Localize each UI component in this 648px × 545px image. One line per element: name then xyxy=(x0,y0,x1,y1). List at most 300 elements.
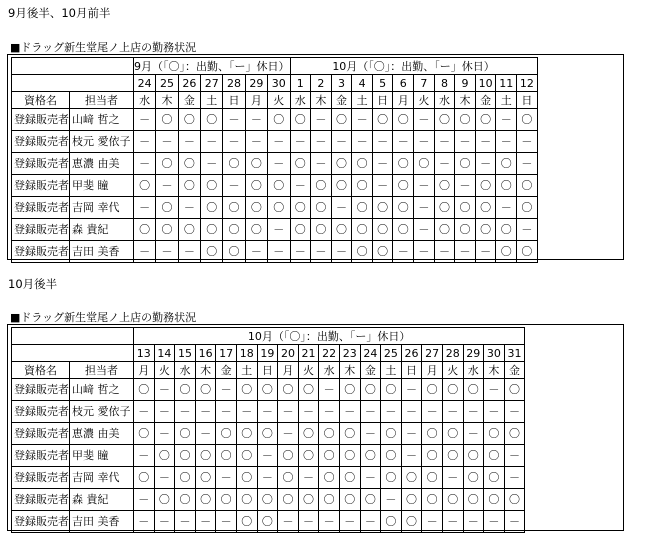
attendance-mark: 〇 xyxy=(372,197,393,219)
qualification-cell: 登録販売者 xyxy=(12,379,70,401)
person-cell: 恵濃 由美 xyxy=(70,153,134,175)
weekday: 土 xyxy=(496,92,517,109)
table-row xyxy=(12,379,525,401)
attendance-mark: 〇 xyxy=(278,445,299,467)
attendance-mark: 〇 xyxy=(475,175,496,197)
day-number: 3 xyxy=(331,75,352,92)
weekday-row xyxy=(12,92,538,109)
attendance-mark: － xyxy=(504,511,525,533)
attendance-mark: － xyxy=(134,153,156,175)
attendance-mark: － xyxy=(422,511,443,533)
attendance-mark: 〇 xyxy=(484,445,505,467)
attendance-mark: － xyxy=(475,153,496,175)
day-number: 24 xyxy=(134,75,156,92)
attendance-mark: － xyxy=(475,241,496,263)
schedule-table-2 xyxy=(11,327,525,533)
attendance-mark: 〇 xyxy=(201,109,223,131)
attendance-mark: － xyxy=(134,109,156,131)
attendance-mark: 〇 xyxy=(517,109,538,131)
attendance-mark: － xyxy=(156,175,178,197)
attendance-mark: － xyxy=(134,401,155,423)
attendance-mark: － xyxy=(442,467,463,489)
weekday: 水 xyxy=(463,362,484,379)
attendance-mark: 〇 xyxy=(475,109,496,131)
weekday: 金 xyxy=(331,92,352,109)
attendance-mark: 〇 xyxy=(154,489,175,511)
weekday-row xyxy=(12,362,525,379)
attendance-mark: － xyxy=(154,467,175,489)
qualification-cell: 登録販売者 xyxy=(12,109,70,131)
attendance-mark: 〇 xyxy=(496,153,517,175)
attendance-mark: 〇 xyxy=(381,445,402,467)
day-number: 25 xyxy=(156,75,178,92)
attendance-mark: － xyxy=(178,241,200,263)
day-number: 28 xyxy=(223,75,245,92)
weekday: 木 xyxy=(455,92,476,109)
attendance-mark: 〇 xyxy=(517,197,538,219)
attendance-mark: 〇 xyxy=(298,489,319,511)
attendance-mark: 〇 xyxy=(175,445,196,467)
day-number: 30 xyxy=(484,345,505,362)
person-cell: 枝元 愛依子 xyxy=(70,131,134,153)
attendance-mark: － xyxy=(178,131,200,153)
day-number: 22 xyxy=(319,345,340,362)
weekday: 水 xyxy=(134,92,156,109)
person-cell: 森 貴紀 xyxy=(70,219,134,241)
attendance-mark: － xyxy=(496,197,517,219)
attendance-mark: 〇 xyxy=(245,219,267,241)
attendance-mark: － xyxy=(381,401,402,423)
day-number: 21 xyxy=(298,345,319,362)
attendance-mark: － xyxy=(298,467,319,489)
attendance-mark: 〇 xyxy=(434,175,455,197)
month-header-spacer xyxy=(12,58,134,75)
attendance-mark: － xyxy=(216,401,237,423)
attendance-mark: 〇 xyxy=(422,379,443,401)
attendance-mark: 〇 xyxy=(360,379,381,401)
attendance-mark: 〇 xyxy=(195,379,216,401)
attendance-mark: 〇 xyxy=(401,489,422,511)
attendance-mark: － xyxy=(216,511,237,533)
weekday: 土 xyxy=(381,362,402,379)
day-number: 7 xyxy=(414,75,435,92)
table-row xyxy=(12,445,525,467)
qualification-cell: 登録販売者 xyxy=(12,445,70,467)
attendance-mark: 〇 xyxy=(422,423,443,445)
attendance-mark: 〇 xyxy=(175,489,196,511)
person-cell: 森 貴紀 xyxy=(70,489,134,511)
attendance-mark: － xyxy=(195,401,216,423)
attendance-mark: － xyxy=(442,401,463,423)
attendance-mark: 〇 xyxy=(504,489,525,511)
person-cell: 甲斐 瞳 xyxy=(70,175,134,197)
attendance-mark: 〇 xyxy=(201,197,223,219)
attendance-mark: 〇 xyxy=(195,467,216,489)
qualification-cell: 登録販売者 xyxy=(12,153,70,175)
attendance-mark: 〇 xyxy=(216,445,237,467)
weekday: 土 xyxy=(201,92,223,109)
attendance-mark: 〇 xyxy=(422,445,443,467)
attendance-mark: － xyxy=(352,131,373,153)
day-number: 26 xyxy=(401,345,422,362)
attendance-mark: － xyxy=(154,401,175,423)
attendance-mark: 〇 xyxy=(484,423,505,445)
attendance-mark: － xyxy=(331,131,352,153)
day-number: 17 xyxy=(216,345,237,362)
attendance-mark: － xyxy=(319,511,340,533)
weekday: 日 xyxy=(223,92,245,109)
person-header: 担当者 xyxy=(70,92,134,109)
day-number: 29 xyxy=(463,345,484,362)
attendance-mark: 〇 xyxy=(393,109,414,131)
day-number: 11 xyxy=(496,75,517,92)
person-cell: 甲斐 瞳 xyxy=(70,445,134,467)
attendance-mark: 〇 xyxy=(496,175,517,197)
attendance-mark: － xyxy=(257,445,278,467)
attendance-mark: 〇 xyxy=(175,423,196,445)
attendance-mark: － xyxy=(352,109,373,131)
day-number: 14 xyxy=(154,345,175,362)
attendance-mark: － xyxy=(134,241,156,263)
table-row xyxy=(12,401,525,423)
attendance-mark: － xyxy=(360,467,381,489)
attendance-mark: － xyxy=(175,511,196,533)
qualification-cell: 登録販売者 xyxy=(12,467,70,489)
weekday: 火 xyxy=(154,362,175,379)
day-number: 13 xyxy=(134,345,155,362)
attendance-mark: － xyxy=(311,109,332,131)
attendance-mark: － xyxy=(434,131,455,153)
attendance-mark: － xyxy=(414,175,435,197)
weekday: 火 xyxy=(268,92,290,109)
weekday: 金 xyxy=(216,362,237,379)
day-number: 12 xyxy=(517,75,538,92)
attendance-mark: － xyxy=(245,131,267,153)
attendance-mark: － xyxy=(290,175,311,197)
attendance-mark: － xyxy=(504,445,525,467)
attendance-mark: 〇 xyxy=(236,445,257,467)
attendance-mark: 〇 xyxy=(442,423,463,445)
table-row xyxy=(12,109,538,131)
attendance-mark: 〇 xyxy=(381,423,402,445)
attendance-mark: － xyxy=(311,241,332,263)
weekday: 金 xyxy=(475,92,496,109)
attendance-mark: － xyxy=(372,175,393,197)
attendance-mark: 〇 xyxy=(504,379,525,401)
attendance-mark: － xyxy=(236,401,257,423)
day-number: 6 xyxy=(393,75,414,92)
attendance-mark: 〇 xyxy=(372,241,393,263)
attendance-mark: 〇 xyxy=(223,153,245,175)
weekday: 金 xyxy=(504,362,525,379)
attendance-mark: 〇 xyxy=(201,175,223,197)
day-number: 29 xyxy=(245,75,267,92)
weekday: 月 xyxy=(134,362,155,379)
attendance-mark: － xyxy=(245,109,267,131)
weekday: 月 xyxy=(422,362,443,379)
day-number: 20 xyxy=(278,345,299,362)
day-number: 27 xyxy=(201,75,223,92)
attendance-mark: － xyxy=(442,511,463,533)
attendance-mark: 〇 xyxy=(381,467,402,489)
attendance-mark: － xyxy=(496,131,517,153)
attendance-mark: 〇 xyxy=(257,423,278,445)
attendance-mark: 〇 xyxy=(331,175,352,197)
day-number: 8 xyxy=(434,75,455,92)
attendance-mark: － xyxy=(401,423,422,445)
attendance-mark: － xyxy=(154,423,175,445)
attendance-mark: － xyxy=(245,241,267,263)
attendance-mark: － xyxy=(339,401,360,423)
attendance-mark: － xyxy=(496,109,517,131)
attendance-mark: 〇 xyxy=(463,379,484,401)
attendance-mark: － xyxy=(278,423,299,445)
attendance-mark: － xyxy=(223,175,245,197)
attendance-mark: 〇 xyxy=(455,109,476,131)
attendance-mark: 〇 xyxy=(298,445,319,467)
attendance-mark: － xyxy=(319,379,340,401)
attendance-mark: 〇 xyxy=(278,489,299,511)
day-number: 9 xyxy=(455,75,476,92)
attendance-mark: － xyxy=(134,131,156,153)
attendance-mark: 〇 xyxy=(319,489,340,511)
attendance-mark: － xyxy=(434,153,455,175)
attendance-mark: － xyxy=(504,467,525,489)
table-row xyxy=(12,467,525,489)
table-row xyxy=(12,175,538,197)
attendance-mark: 〇 xyxy=(339,489,360,511)
attendance-mark: － xyxy=(339,511,360,533)
attendance-mark: － xyxy=(257,467,278,489)
attendance-mark: 〇 xyxy=(475,219,496,241)
attendance-mark: 〇 xyxy=(504,423,525,445)
section2-heading: 10月後半 xyxy=(8,277,58,291)
attendance-mark: － xyxy=(175,401,196,423)
attendance-mark: 〇 xyxy=(372,109,393,131)
weekday: 月 xyxy=(278,362,299,379)
attendance-mark: 〇 xyxy=(360,489,381,511)
weekday: 木 xyxy=(311,92,332,109)
attendance-mark: 〇 xyxy=(442,489,463,511)
attendance-mark: － xyxy=(278,511,299,533)
attendance-mark: － xyxy=(484,379,505,401)
attendance-mark: － xyxy=(414,219,435,241)
attendance-mark: 〇 xyxy=(298,379,319,401)
attendance-mark: 〇 xyxy=(223,219,245,241)
attendance-mark: 〇 xyxy=(268,175,290,197)
attendance-mark: 〇 xyxy=(236,489,257,511)
day-number: 27 xyxy=(422,345,443,362)
qualification-cell: 登録販売者 xyxy=(12,197,70,219)
attendance-mark: 〇 xyxy=(434,197,455,219)
attendance-mark: － xyxy=(195,511,216,533)
day-number-spacer xyxy=(12,75,134,92)
table-row xyxy=(12,241,538,263)
attendance-mark: － xyxy=(517,153,538,175)
attendance-mark: 〇 xyxy=(517,175,538,197)
day-number: 31 xyxy=(504,345,525,362)
attendance-mark: 〇 xyxy=(257,511,278,533)
attendance-mark: － xyxy=(290,131,311,153)
day-number: 2 xyxy=(311,75,332,92)
section1-heading: 9月後半、10月前半 xyxy=(8,6,111,20)
attendance-mark: 〇 xyxy=(393,153,414,175)
attendance-mark: 〇 xyxy=(268,109,290,131)
attendance-mark: 〇 xyxy=(352,197,373,219)
attendance-mark: 〇 xyxy=(360,445,381,467)
attendance-mark: 〇 xyxy=(422,489,443,511)
weekday: 木 xyxy=(156,92,178,109)
attendance-mark: 〇 xyxy=(290,219,311,241)
attendance-mark: － xyxy=(257,401,278,423)
attendance-mark: － xyxy=(298,511,319,533)
attendance-mark: 〇 xyxy=(156,219,178,241)
attendance-mark: 〇 xyxy=(475,197,496,219)
weekday: 火 xyxy=(442,362,463,379)
attendance-mark: － xyxy=(414,197,435,219)
person-cell: 吉田 美香 xyxy=(70,511,134,533)
attendance-mark: 〇 xyxy=(245,153,267,175)
attendance-mark: 〇 xyxy=(484,467,505,489)
attendance-mark: － xyxy=(156,131,178,153)
attendance-mark: 〇 xyxy=(455,153,476,175)
attendance-mark: 〇 xyxy=(216,489,237,511)
month-header-row xyxy=(12,328,525,345)
attendance-mark: 〇 xyxy=(414,153,435,175)
attendance-mark: 〇 xyxy=(401,511,422,533)
attendance-mark: － xyxy=(401,445,422,467)
weekday: 日 xyxy=(401,362,422,379)
qualification-cell: 登録販売者 xyxy=(12,219,70,241)
attendance-mark: － xyxy=(463,423,484,445)
attendance-mark: 〇 xyxy=(178,219,200,241)
attendance-mark: 〇 xyxy=(422,467,443,489)
attendance-mark: － xyxy=(517,131,538,153)
qualification-header: 資格名 xyxy=(12,92,70,109)
attendance-mark: 〇 xyxy=(236,467,257,489)
day-number: 28 xyxy=(442,345,463,362)
attendance-mark: 〇 xyxy=(311,197,332,219)
month-header: 10月（「〇」：出勤、「ー」休日） xyxy=(134,328,525,345)
attendance-mark: 〇 xyxy=(278,379,299,401)
attendance-mark: 〇 xyxy=(311,175,332,197)
attendance-mark: － xyxy=(455,241,476,263)
attendance-mark: － xyxy=(278,401,299,423)
section2-table-title: ■ドラッグ新生堂尾ノ上店の勤務状況 xyxy=(10,311,197,324)
attendance-mark: 〇 xyxy=(517,241,538,263)
day-number: 15 xyxy=(175,345,196,362)
weekday: 月 xyxy=(393,92,414,109)
attendance-mark: 〇 xyxy=(496,241,517,263)
attendance-mark: 〇 xyxy=(442,445,463,467)
weekday: 水 xyxy=(319,362,340,379)
attendance-mark: － xyxy=(298,401,319,423)
attendance-mark: － xyxy=(201,131,223,153)
attendance-mark: 〇 xyxy=(339,445,360,467)
schedule-box-1 xyxy=(7,54,624,260)
attendance-mark: 〇 xyxy=(339,467,360,489)
attendance-mark: 〇 xyxy=(178,175,200,197)
attendance-mark: － xyxy=(154,511,175,533)
attendance-mark: 〇 xyxy=(352,153,373,175)
weekday: 木 xyxy=(484,362,505,379)
weekday: 月 xyxy=(245,92,267,109)
attendance-mark: － xyxy=(517,219,538,241)
attendance-mark: － xyxy=(290,241,311,263)
attendance-mark: － xyxy=(372,153,393,175)
attendance-mark: 〇 xyxy=(178,153,200,175)
attendance-mark: 〇 xyxy=(393,175,414,197)
attendance-mark: 〇 xyxy=(484,489,505,511)
attendance-mark: － xyxy=(178,197,200,219)
attendance-mark: － xyxy=(201,153,223,175)
attendance-mark: － xyxy=(414,109,435,131)
attendance-mark: 〇 xyxy=(319,445,340,467)
day-number: 19 xyxy=(257,345,278,362)
person-header: 担当者 xyxy=(70,362,134,379)
person-cell: 吉岡 幸代 xyxy=(70,197,134,219)
attendance-mark: － xyxy=(463,401,484,423)
attendance-mark: 〇 xyxy=(223,241,245,263)
day-number: 24 xyxy=(360,345,381,362)
attendance-mark: － xyxy=(455,175,476,197)
attendance-mark: 〇 xyxy=(393,197,414,219)
attendance-mark: － xyxy=(434,241,455,263)
weekday: 金 xyxy=(360,362,381,379)
day-number: 10 xyxy=(475,75,496,92)
attendance-mark: － xyxy=(268,241,290,263)
day-number: 30 xyxy=(268,75,290,92)
attendance-mark: 〇 xyxy=(401,467,422,489)
weekday: 木 xyxy=(195,362,216,379)
attendance-mark: － xyxy=(401,379,422,401)
month-header-spacer xyxy=(12,328,134,345)
schedule-table-1 xyxy=(11,57,538,263)
day-number: 26 xyxy=(178,75,200,92)
attendance-mark: 〇 xyxy=(278,467,299,489)
attendance-mark: － xyxy=(134,445,155,467)
attendance-mark: － xyxy=(216,467,237,489)
attendance-mark: － xyxy=(484,511,505,533)
person-cell: 吉田 美香 xyxy=(70,241,134,263)
attendance-mark: － xyxy=(311,131,332,153)
attendance-mark: 〇 xyxy=(434,219,455,241)
attendance-mark: － xyxy=(422,401,443,423)
attendance-mark: 〇 xyxy=(463,489,484,511)
person-cell: 枝元 愛依子 xyxy=(70,401,134,423)
month-header: 9月（「〇」：出勤、「ー」休日） xyxy=(134,59,290,73)
qualification-cell: 登録販売者 xyxy=(12,489,70,511)
attendance-mark: － xyxy=(268,153,290,175)
attendance-mark: 〇 xyxy=(298,423,319,445)
attendance-mark: － xyxy=(134,489,155,511)
attendance-mark: － xyxy=(331,197,352,219)
attendance-mark: 〇 xyxy=(311,219,332,241)
attendance-mark: － xyxy=(414,241,435,263)
attendance-mark: 〇 xyxy=(175,467,196,489)
qualification-cell: 登録販売者 xyxy=(12,241,70,263)
weekday: 金 xyxy=(178,92,200,109)
table-row xyxy=(12,423,525,445)
table-row xyxy=(12,131,538,153)
attendance-mark: 〇 xyxy=(154,445,175,467)
weekday: 水 xyxy=(175,362,196,379)
attendance-mark: － xyxy=(223,109,245,131)
weekday: 水 xyxy=(290,92,311,109)
day-number-row xyxy=(12,75,538,92)
attendance-mark: 〇 xyxy=(175,379,196,401)
attendance-mark: 〇 xyxy=(236,511,257,533)
